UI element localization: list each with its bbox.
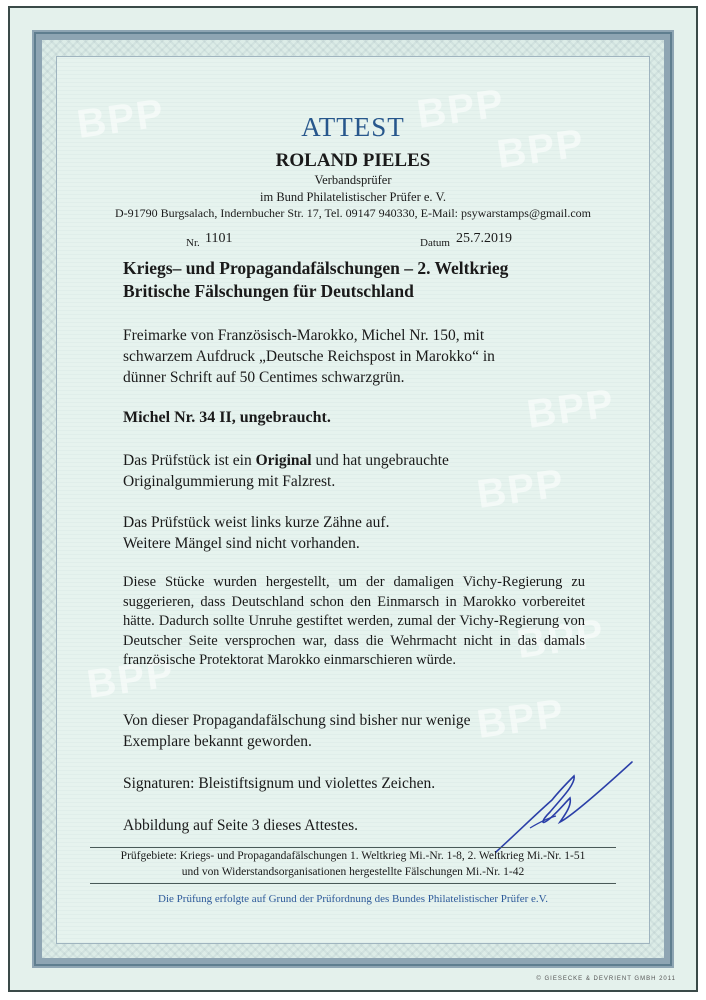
- illustration-note: Abbildung auf Seite 3 dieses Attestes.: [123, 817, 359, 834]
- watermark: BPP: [494, 121, 588, 177]
- watermark: BPP: [84, 651, 178, 707]
- heading-line-1: Kriegs– und Propagandafälschungen – 2. Weltkrieg: [123, 258, 509, 278]
- watermark: BPP: [74, 91, 168, 147]
- certificate-number-label: Nr.: [186, 237, 200, 249]
- authenticity-statement: [123, 450, 585, 492]
- examiner-role: Verbandsprüfer: [314, 173, 392, 187]
- examiner-name: ROLAND PIELES: [275, 150, 431, 171]
- examiner-address: D-91790 Burgsalach, Indernbucher Str. 17, Tel. 09147 940330, E-Mail: psywarstamps@gmail.com: [114, 206, 592, 220]
- footer-note: Die Prüfung erfolgte auf Grund der Prüfordnung des Bundes Philatelistischer Prüfer e.V.: [158, 893, 548, 905]
- description-line: schwarzem Aufdruck „Deutsche Reichspost in Marokko“ in: [123, 348, 495, 365]
- scope-line-1: Prüfgebiete: Kriegs- und Propagandafälschungen 1. Weltkrieg Mi.-Nr. 1-8, 2. Weltkrieg Mi.-Nr. 1-51: [120, 850, 586, 862]
- divider: [90, 847, 616, 848]
- signatures-note: Signaturen: Bleistiftsignum und violettes Zeichen.: [123, 775, 436, 792]
- gum-condition: Originalgummierung mit Falzrest.: [123, 473, 336, 490]
- certificate-number: 1101: [205, 231, 233, 246]
- watermark: BPP: [414, 81, 508, 137]
- authenticity-prefix: Das Prüfstück ist ein: [123, 452, 256, 469]
- rarity-note: [123, 710, 585, 752]
- rarity-line: Von dieser Propagandafälschung sind bisher nur wenige: [123, 712, 471, 729]
- watermark: BPP: [514, 611, 608, 667]
- watermark: BPP: [524, 381, 618, 437]
- defects: [123, 512, 585, 554]
- document-title: ATTEST: [301, 112, 405, 142]
- defect-line: Weitere Mängel sind nicht vorhanden.: [123, 535, 360, 552]
- handwritten-signature: [490, 760, 640, 860]
- heading-line-2: Britische Fälschungen für Deutschland: [123, 281, 414, 301]
- date-label: Datum: [420, 237, 450, 249]
- authenticity-suffix: und hat ungebrauchte: [311, 452, 449, 469]
- copyright: © GIESECKE & DEVRIENT GMBH 2011: [536, 976, 676, 982]
- stamp-description: [123, 325, 585, 388]
- authenticity-line: [123, 450, 585, 471]
- divider: [90, 883, 616, 884]
- date-value: 25.7.2019: [456, 231, 512, 246]
- history-paragraph: Diese Stücke wurden hergestellt, um der damaligen Vichy-Regierung zu suggerieren, dass Deutschland schon den Einmarsch in Marokko vorbereitet hätte. Dadurch sollte Unruhe gestiftet werden, zumal der Vichy-Regierung von Deutscher Seite versprochen war, dass die Wehrmacht nicht in das damals französische Protektorat Marokko einmarschieren würde.: [123, 574, 585, 668]
- watermark: BPP: [474, 461, 568, 517]
- scope-line-2: und von Widerstandsorganisationen hergestellte Fälschungen Mi.-Nr. 1-42: [181, 866, 525, 878]
- michel-catalogue: Michel Nr. 34 II, ungebraucht.: [123, 409, 331, 426]
- rarity-line: Exemplare bekannt geworden.: [123, 733, 312, 750]
- original-verdict: Original: [255, 452, 312, 469]
- examiner-association: im Bund Philatelistischer Prüfer e. V.: [260, 190, 446, 204]
- watermark: BPP: [474, 691, 568, 747]
- defect-line: Das Prüfstück weist links kurze Zähne auf.: [123, 514, 390, 531]
- description-line: dünner Schrift auf 50 Centimes schwarzgrün.: [123, 369, 405, 386]
- description-line: Freimarke von Französisch-Marokko, Michel Nr. 150, mit: [123, 327, 485, 344]
